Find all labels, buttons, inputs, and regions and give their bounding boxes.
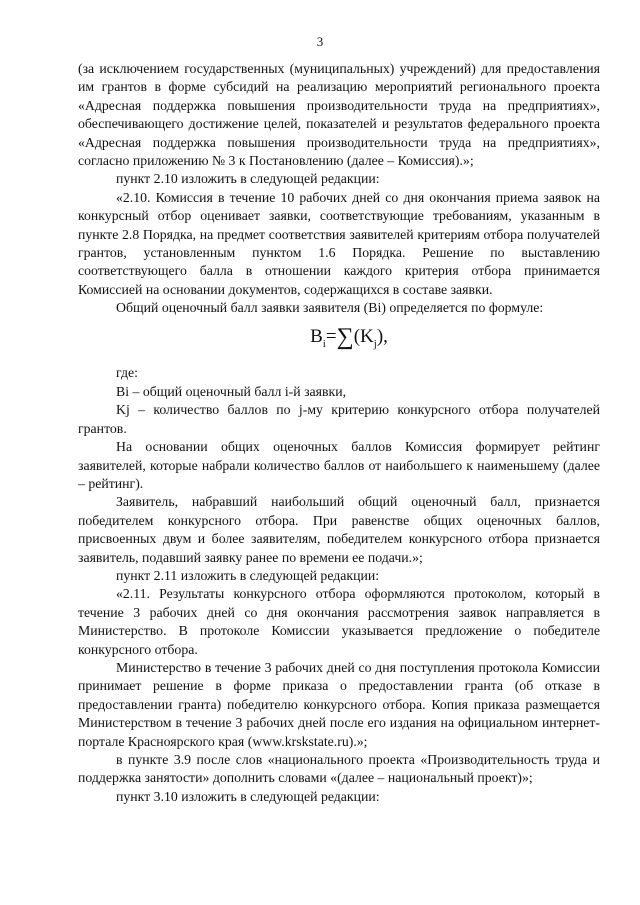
- paragraph: Министерство в течение 3 рабочих дней со дня поступления протокола Комиссии принимает решение в форме приказа о предоставлении гранта (об отказе в предоставлении гранта) победителю конкурсного отбора. Копия приказа размещается Министерством в течение 3 рабочих дней после его издания на официальном интернет-портале Красноярского края (www.krskstate.ru).»;: [78, 659, 600, 749]
- paragraph: (за исключением государственных (муниципальных) учреждений) для предоставления им грантов в форме субсидий на реализацию мероприятий регионального проекта «Адресная поддержка повышения производительности труда на предприятиях», обеспечивающего достижение целей, показателей и результатов федерального проекта «Адресная поддержка повышения производительности труда на предприятиях», согласно приложению № 3 к Постановлению (далее – Комиссия).»;: [78, 61, 600, 169]
- document-body: [78, 60, 600, 806]
- paragraph: в пункте 3.9 после слов «национального проекта «Производительность труда и поддержка занятости» дополнить словами «(далее – национальный проект)»;: [78, 752, 600, 786]
- paragraph: «2.11. Результаты конкурсного отбора оформляются протоколом, который в течение 3 рабочих дней со дня окончания рассмотрения заявок направляется в Министерство. В протоколе Комиссии указывается предложение о победителе конкурсного отбора.: [78, 586, 600, 657]
- formula-lhs: B: [310, 325, 323, 347]
- page-number: 3: [316, 34, 324, 49]
- paragraph: Kj – количество баллов по j-му критерию конкурсного отбора получателей грантов.: [78, 402, 600, 436]
- paragraph: пункт 2.10 изложить в следующей редакции:: [116, 171, 380, 187]
- paragraph: На основании общих оценочных баллов Комиссия формирует рейтинг заявителей, которые набрали количество баллов от наибольшего к наименьшему (далее – рейтинг).: [78, 439, 600, 491]
- formula-arg-sub: j: [373, 337, 377, 350]
- formula-eq: =: [325, 325, 337, 347]
- paragraph: пункт 2.11 изложить в следующей редакции:: [116, 567, 380, 583]
- formula-arg: (K: [353, 325, 374, 347]
- paragraph: «2.10. Комиссия в течение 10 рабочих дней со дня окончания приема заявок на конкурсный отбор оценивает заявки, соответствующие требованиям, указанным в пункте 2.8 Порядка, на предмет соответствия заявителей критериям отбора получателей грантов, установленным пунктом 1.6 Порядка. Решение по выставлению соответствующего балла в отношении каждого критерия отбора принимается Комиссией на основании документов, содержащихся в составе заявки.: [78, 189, 600, 297]
- paragraph: где:: [116, 365, 138, 381]
- formula-lhs-sub: i: [322, 337, 326, 350]
- paragraph: Bi – общий оценочный балл i-й заявки,: [116, 383, 347, 399]
- formula: [98, 324, 600, 357]
- paragraph: пункт 3.10 изложить в следующей редакции:: [116, 788, 380, 804]
- sum-symbol: ∑: [336, 323, 354, 350]
- paragraph: Заявитель, набравший наибольший общий оценочный балл, признается победителем конкурсного отбора. При равенстве общих оценочных баллов, присвоенных двум и более заявителям, победителем конкурсного отбора признается заявитель, подавший заявку ранее по времени ее подачи.»;: [78, 494, 600, 565]
- paragraph: Общий оценочный балл заявки заявителя (Bi) определяется по формуле:: [116, 300, 544, 316]
- formula-close: ),: [376, 325, 388, 347]
